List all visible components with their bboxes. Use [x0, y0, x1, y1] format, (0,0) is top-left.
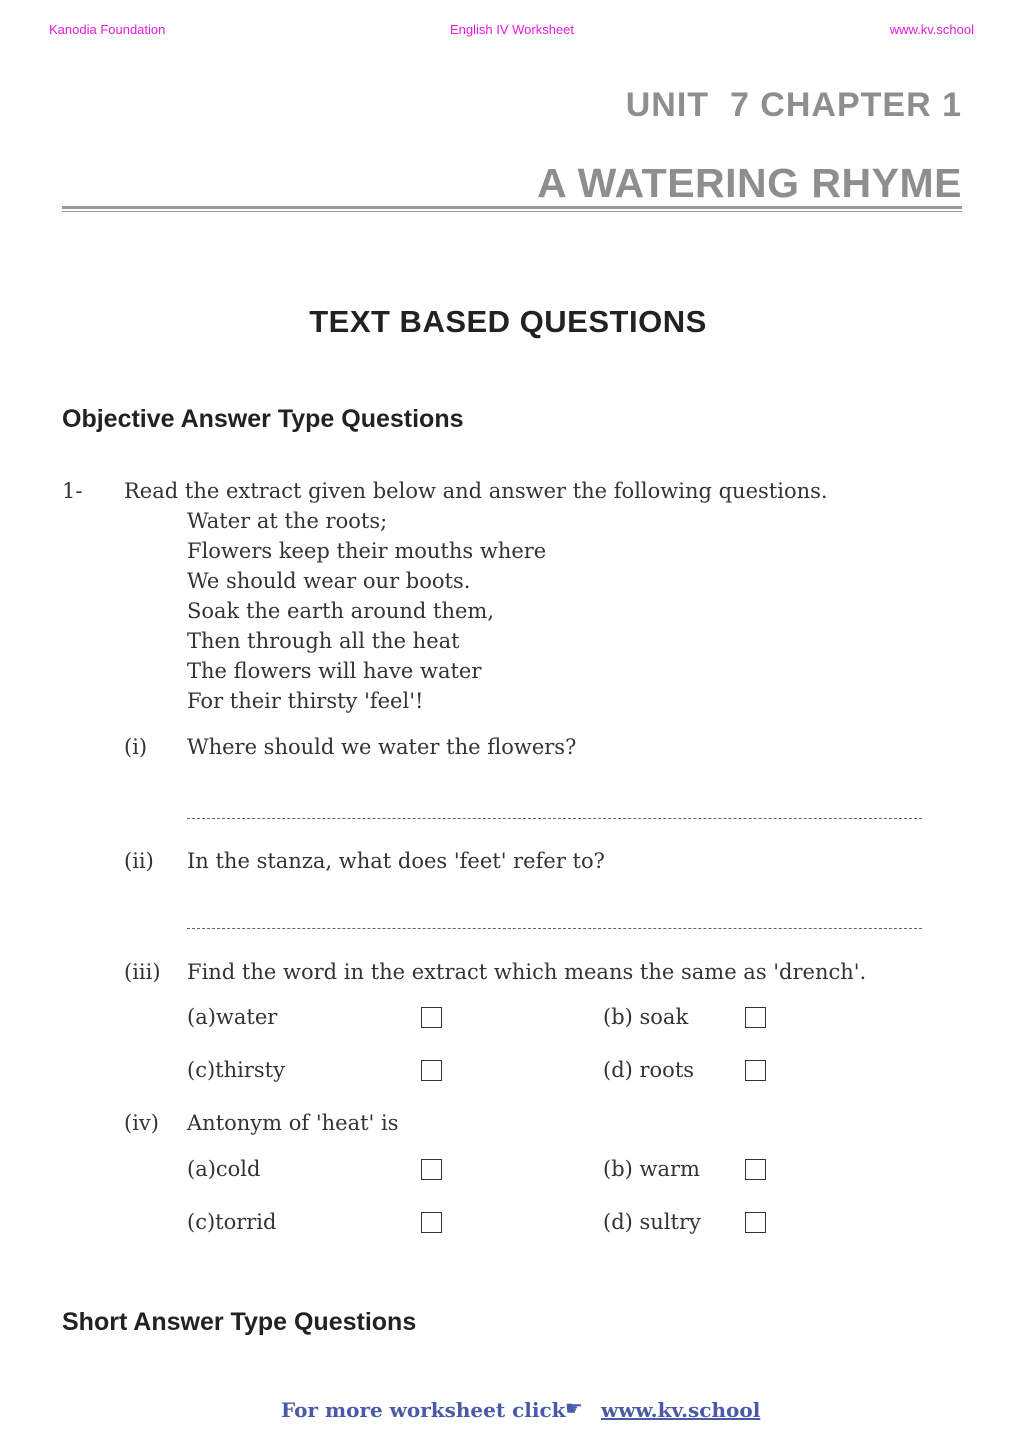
header-website-link[interactable]: www.kv.school: [889, 22, 974, 37]
subquestion-text: Antonym of 'heat' is: [187, 1111, 399, 1135]
question-number: 1-: [62, 479, 83, 503]
option-checkbox[interactable]: [421, 1212, 442, 1233]
extract-line: The flowers will have water: [187, 659, 482, 683]
footer-text: For more worksheet click: [281, 1398, 566, 1422]
objective-heading: Objective Answer Type Questions: [62, 405, 464, 433]
option-label: (b) soak: [603, 1005, 689, 1029]
extract-line: For their thirsty 'feel'!: [187, 689, 424, 713]
subquestion-label: (iii): [124, 960, 161, 984]
extract-line: Flowers keep their mouths where: [187, 539, 547, 563]
subquestion-label: (iv): [124, 1111, 159, 1135]
option-checkbox[interactable]: [745, 1007, 766, 1028]
option-label: (d) roots: [603, 1058, 695, 1082]
title-divider: [62, 206, 962, 209]
option-label: (c)thirsty: [187, 1058, 285, 1082]
extract-line: Then through all the heat: [187, 629, 460, 653]
option-label: (b) warm: [603, 1157, 700, 1181]
option-label: (a)cold: [187, 1157, 261, 1181]
subquestion-text: In the stanza, what does 'feet' refer to?: [187, 849, 605, 873]
option-checkbox[interactable]: [745, 1060, 766, 1081]
footer-website-link[interactable]: www.kv.school: [601, 1398, 761, 1422]
pointing-hand-icon: ☛: [565, 1396, 583, 1420]
option-label: (c)torrid: [187, 1210, 277, 1234]
subquestion-text: Find the word in the extract which means the same as 'drench'.: [187, 960, 867, 984]
option-checkbox[interactable]: [421, 1060, 442, 1081]
option-checkbox[interactable]: [421, 1159, 442, 1180]
answer-line[interactable]: [187, 818, 922, 819]
extract-line: We should wear our boots.: [187, 569, 471, 593]
subquestion-text: Where should we water the flowers?: [187, 735, 577, 759]
option-checkbox[interactable]: [421, 1007, 442, 1028]
chapter-title: A WATERING RHYME: [537, 160, 962, 206]
option-label: (a)water: [187, 1005, 278, 1029]
header-worksheet-title: English IV Worksheet: [449, 22, 575, 37]
question-prompt: Read the extract given below and answer the following questions.: [124, 479, 828, 503]
subquestion-label: (ii): [124, 849, 154, 873]
option-checkbox[interactable]: [745, 1212, 766, 1233]
extract-line: Soak the earth around them,: [187, 599, 494, 623]
extract-line: Water at the roots;: [187, 509, 388, 533]
unit-chapter-heading: UNIT 7 CHAPTER 1: [625, 86, 962, 124]
option-label: (d) sultry: [603, 1210, 701, 1234]
section-title: TEXT BASED QUESTIONS: [309, 304, 707, 339]
short-answer-heading: Short Answer Type Questions: [62, 1308, 417, 1336]
header-foundation: Kanodia Foundation: [49, 22, 166, 37]
subquestion-label: (i): [124, 735, 148, 759]
answer-line[interactable]: [187, 928, 922, 929]
title-divider-thin: [62, 211, 962, 212]
option-checkbox[interactable]: [745, 1159, 766, 1180]
